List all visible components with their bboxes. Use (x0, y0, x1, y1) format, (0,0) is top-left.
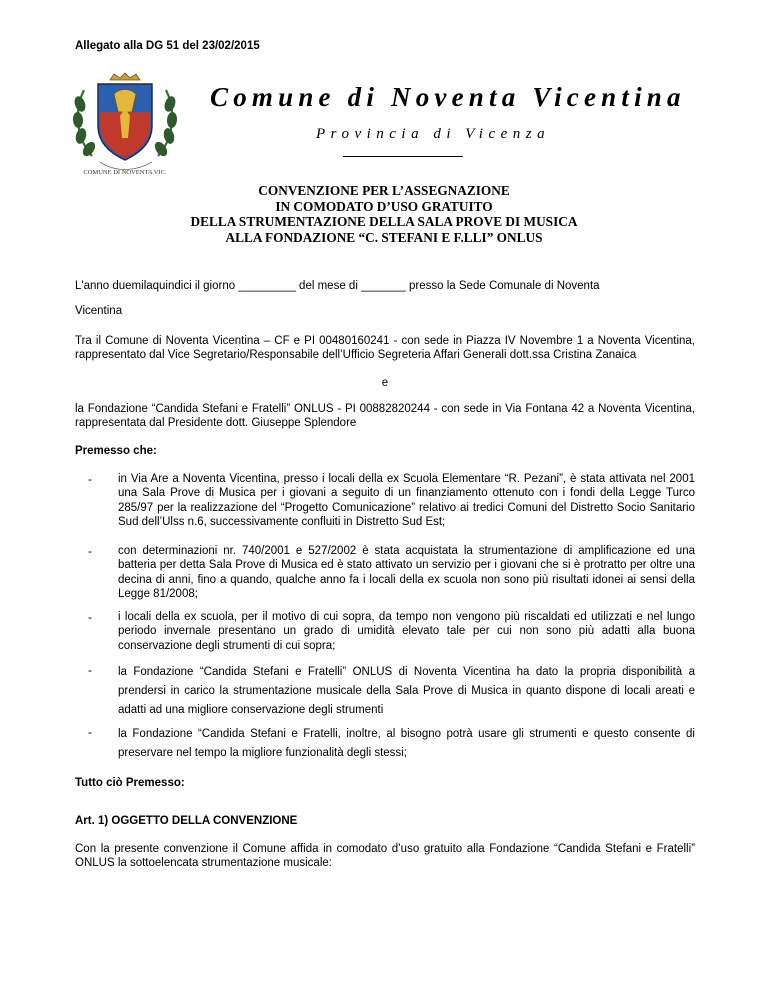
intro-line-1: L'anno duemilaquindici il giorno _________ del mese di _______ presso la Sede Comunale di Noventa (75, 280, 600, 292)
intro-line-2: Vicentina (75, 305, 123, 317)
bullet-dash: - (88, 472, 92, 486)
municipal-crest-icon (70, 72, 180, 184)
attachment-note: Allegato alla DG 51 del 23/02/2015 (75, 40, 260, 52)
bullet-dash: - (88, 663, 92, 677)
document-title (0, 183, 768, 245)
municipality-name: Comune di Noventa Vicentina (210, 82, 686, 112)
article-1-text: Con la presente convenzione il Comune affida in comodato d’uso gratuito alla Fondazione “Candida Stefani e Fratelli” ONLUS la sottoelencata strumentazione musicale: (75, 843, 695, 870)
province-name: Provincia di Vicenza (316, 126, 551, 142)
title-line-1: CONVENZIONE PER L’ASSEGNAZIONE (258, 183, 510, 198)
whereas-closing: Tutto ciò Premesso: (75, 777, 185, 789)
article-1-title: Art. 1) OGGETTO DELLA CONVENZIONE (75, 815, 298, 827)
conjunction: e (381, 377, 389, 389)
party-municipality: Tra il Comune di Noventa Vicentina – CF e PI 00480160241 - con sede in Piazza IV Novembre 1 a Noventa Vicentina, rappresentato dal Vice Segretario/Responsabile dell’Ufficio Segreteria Affari Generali dott.ssa Cristina Zanaica (75, 335, 695, 362)
premise-item-5: la Fondazione “Candida Stefani e Fratelli, inoltre, al bisogno potrà usare gli strumenti e questo consente di preservare nel tempo la migliore funzionalità degli stessi; (118, 728, 695, 759)
premise-item-4: la Fondazione “Candida Stefani e Fratelli” ONLUS di Noventa Vicentina ha dato la propria disponibilità a prendersi in carico la strumentazione musicale della Sala Prove di Musica in quanto dispone di locali areati e adatti ad una migliore conservazione degli strumenti (118, 666, 695, 716)
party-foundation: la Fondazione “Candida Stefani e Fratelli” ONLUS - PI 00882820244 - con sede in Via Fontana 42 a Noventa Vicentina, rappresentata dal Presidente dott. Giuseppe Splendore (75, 403, 695, 430)
bullet-dash: - (88, 610, 92, 624)
premise-item-2: con determinazioni nr. 740/2001 e 527/2002 è stata acquistata la strumentazione di amplificazione ed una batteria per detta Sala Prove di Musica ed è stato attivato un servizio per i giovani che si è protratto per oltre una decina di anni, fino a quando, qualche anno fa i locali della ex scuola non sono più risultati idonei ai sensi della Legge 81/2008; (118, 545, 695, 600)
premise-heading: Premesso che: (75, 445, 157, 457)
bullet-dash: - (88, 725, 92, 739)
title-line-3: DELLA STRUMENTAZIONE DELLA SALA PROVE DI MUSICA (190, 214, 578, 229)
crest-label: COMUNE DI NOVENTA VIC. (83, 169, 167, 176)
bullet-dash: - (88, 544, 92, 558)
premise-item-3: i locali della ex scuola, per il motivo di cui sopra, da tempo non vengono più riscaldati ed utilizzati e nel lungo periodo invernale presentano un grado di umidità elevato tale per cui non sono più adatti alla buona conservazione degli strumenti di cui sopra; (118, 611, 695, 652)
header-divider (343, 156, 463, 157)
title-line-2: IN COMODATO D’USO GRATUITO (275, 198, 493, 214)
premise-item-1: in Via Are a Noventa Vicentina, presso i locali della ex Scuola Elementare “R. Pezani”, è stata attivata nel 2001 una Sala Prove di Musica per i giovani a seguito di un finanziamento ottenuto con i fondi della Legge Turco 285/97 per la realizzazione del “Progetto Comunicazione” relativo ai tredici Comuni del Distretto Socio Sanitario Sud dell’Ulss n.6, successivamente confluiti in Distretto Sud Est; (118, 473, 695, 528)
title-line-4: ALLA FONDAZIONE “C. STEFANI E F.LLI” ONLUS (225, 229, 543, 245)
